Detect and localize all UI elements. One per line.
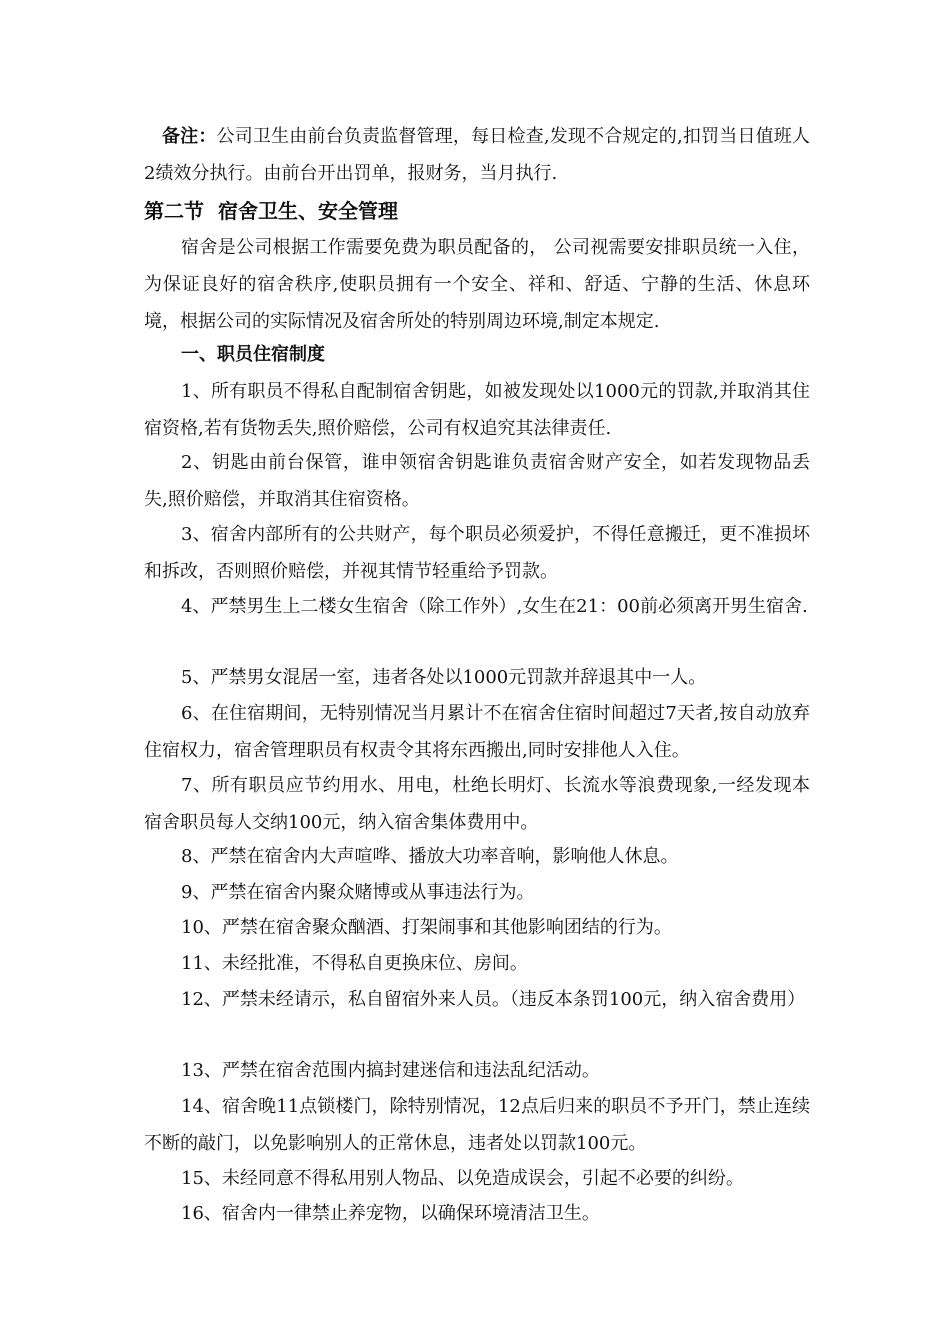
note-text: 公司卫生由前台负责监督管理，每日检查,发现不合规定的,扣罚当日值班人2绩效分执行。由前台开出罚单，报财务，当月执行. xyxy=(144,126,810,184)
rule-6: 6、在住宿期间，无特别情况当月累计不在宿舍住宿时间超过7天者,按自动放弃住宿权力，宿舍管理职员有权责令其将东西搬出,同时安排他人入住。 xyxy=(144,703,810,761)
section-heading xyxy=(144,196,398,226)
rule-1: 1、所有职员不得私自配制宿舍钥匙，如被发现处以1000元的罚款,并取消其住宿资格,若有货物丢失,照价赔偿，公司有权追究其法律责任. xyxy=(144,381,810,439)
note-paragraph xyxy=(144,118,810,192)
rule-3: 3、宿舍内部所有的公共财产，每个职员必须爱护，不得任意搬迁，更不准损坏和拆改，否则照价赔偿，并视其情节轻重给予罚款。 xyxy=(144,524,810,582)
note-label: 备注： xyxy=(162,126,217,147)
rule-13: 13、严禁在宿舍范围内搞封建迷信和违法乱纪活动。 xyxy=(181,1060,600,1081)
rule-10: 10、严禁在宿舍聚众酗酒、打架闹事和其他影响团结的行为。 xyxy=(181,917,672,938)
section-title: 宿舍卫生、安全管理 xyxy=(218,199,398,223)
intro-paragraph: 宿舍是公司根据工作需要免费为职员配备的， 公司视需要安排职员统一入住，为保证良好的宿舍秩序,使职员拥有一个安全、祥和、舒适、宁静的生活、休息环境，根据公司的实际情况及宿舍所处的特别周边环境,制定本规定. xyxy=(144,237,810,332)
rule-14: 14、宿舍晚11点锁楼门，除特别情况，12点后归来的职员不予开门，禁止连续不断的敲门，以免影响别人的正常休息，违者处以罚款100元。 xyxy=(144,1096,810,1154)
rule-7: 7、所有职员应节约用水、用电，杜绝长明灯、长流水等浪费现象,一经发现本宿舍职员每人交纳100元，纳入宿舍集体费用中。 xyxy=(144,775,810,833)
rule-9: 9、严禁在宿舍内聚众赌博或从事违法行为。 xyxy=(181,882,535,903)
rule-5: 5、严禁男女混居一室，违者各处以1000元罚款并辞退其中一人。 xyxy=(181,667,707,688)
rule-4: 4、严禁男生上二楼女生宿舍（除工作外）,女生在21：00前必须离开男生宿舍. xyxy=(181,596,808,617)
rule-12: 12、严禁未经请示，私自留宿外来人员。（违反本条罚100元，纳入宿舍费用） xyxy=(181,989,806,1010)
section-number: 第二节 xyxy=(144,199,204,223)
rule-16: 16、宿舍内一律禁止养宠物，以确保环境清洁卫生。 xyxy=(181,1203,600,1224)
rule-11: 11、未经批准，不得私自更换床位、房间。 xyxy=(181,953,528,974)
rule-8: 8、严禁在宿舍内大声喧哗、播放大功率音响，影响他人休息。 xyxy=(181,846,679,867)
rule-2: 2、钥匙由前台保管，谁申领宿舍钥匙谁负责宿舍财产安全，如若发现物品丢失,照价赔偿，并取消其住宿资格。 xyxy=(144,452,810,510)
subsection-title: 一、职员住宿制度 xyxy=(181,344,325,365)
rule-15: 15、未经同意不得私用别人物品、以免造成误会，引起不必要的纠纷。 xyxy=(181,1168,744,1189)
